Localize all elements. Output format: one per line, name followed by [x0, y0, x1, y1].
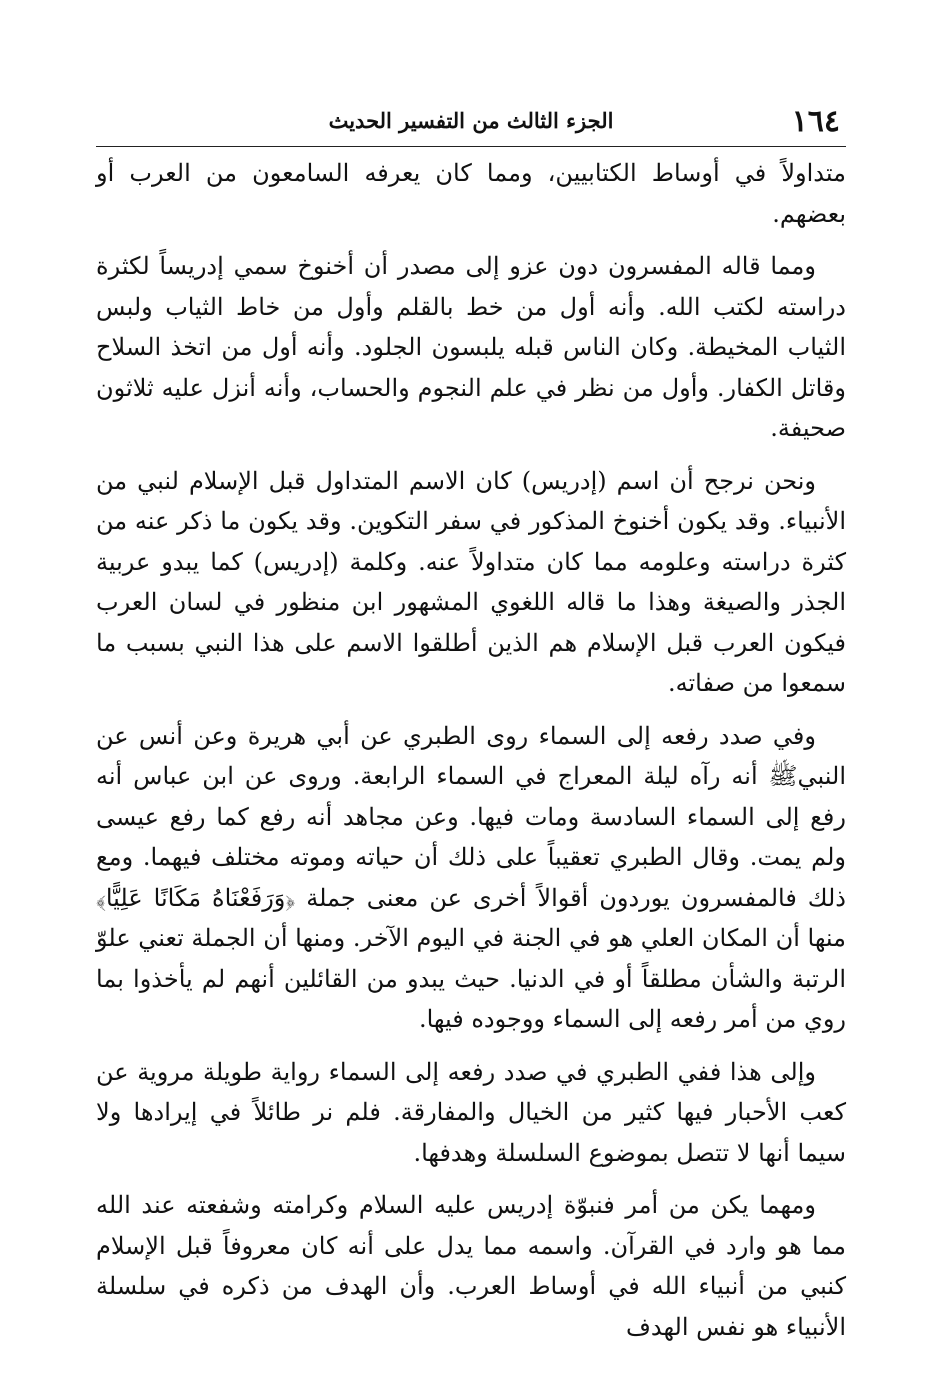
paragraph-idris-naming: ومما قاله المفسرون دون عزو إلى مصدر أن أخنوخ سمي إدريساً لكثرة دراسته لكتب الله. وأنه أول من خط بالقلم وأول من خاط الثياب ولبس الثياب المخيطة. وكان الناس قبله يلبسون الجلود. وأنه أول من اتخذ السلاح وقاتل الكفار. وأول من نظر في علم النجوم والحساب، وأنه أنزل عليه ثلاثون صحيفة. — [96, 252, 846, 442]
body-text — [96, 153, 846, 1347]
paragraph-continuation: متداولاً في أوساط الكتابيين، ومما كان يعرفه السامعون من العرب أو بعضهم. — [96, 159, 846, 228]
book-page — [96, 96, 846, 1359]
paragraph-name-origin: ونحن نرجح أن اسم (إدريس) كان الاسم المتداول قبل الإسلام لنبي من الأنبياء. وقد يكون أخنوخ المذكور في سفر التكوين. وقد يكون ما ذكر عنه من كثرة دراسته وعلومه مما كان متداولاً عنه. وكلمة (إدريس) كما يبدو عربية الجذر والصيغة وهذا ما قاله اللغوي المشهور ابن منظور في لسان العرب فيكون العرب قبل الإسلام هم الذين أطلقوا الاسم على هذا النبي بسبب ما سمعوا من صفاته. — [96, 466, 847, 697]
paragraph-prophethood: ومهما يكن من أمر فنبوّة إدريس عليه السلام وكرامته وشفعته عند الله مما هو وارد في القرآن. واسمه مما يدل على أنه كان معروفاً قبل الإسلام كنبي من أنبياء الله في أوساط العرب. وأن الهدف من ذكره في سلسلة الأنبياء هو نفس الهدف — [96, 1191, 846, 1341]
paragraph-kaab-narration: وإلى هذا ففي الطبري في صدد رفعه إلى السماء رواية طويلة مروية عن كعب الأحبار فيها كثير من الخيال والمفارقة. فلم نر طائلاً في إيرادها ولا سيما أنها لا تتصل بموضوع السلسلة وهدفها. — [96, 1057, 846, 1167]
page-number: ١٦٤ — [791, 104, 840, 139]
running-title: الجزء الثالث من التفسير الحديث — [328, 108, 614, 133]
paragraph-ascension: وفي صدد رفعه إلى السماء روى الطبري عن أبي هريرة وعن أنس عن النبيﷺ أنه رآه ليلة المعراج في السماء الرابعة. وروى عن ابن عباس أنه رفع إلى السماء السادسة ومات فيها. وعن مجاهد أنه رفع كما رفع عيسى ولم يمت. وقال الطبري تعقيباً على ذلك أن حياته وموته مختلف فيهما. ومع ذلك فالمفسرون يوردون أقوالاً أخرى عن معنى جملة ﴿وَرَفَعْنَاهُ مَكَانًا عَلِيًّا﴾ منها أن المكان العلي هو في الجنة في اليوم الآخر. ومنها أن الجملة تعني علوّ الرتبة والشأن مطلقاً أو في الدنيا. حيث يبدو من القائلين أنهم لم يأخذوا بما روي من أمر رفعه إلى السماء ووجوده فيها. — [96, 721, 846, 1033]
page-header — [96, 96, 846, 147]
